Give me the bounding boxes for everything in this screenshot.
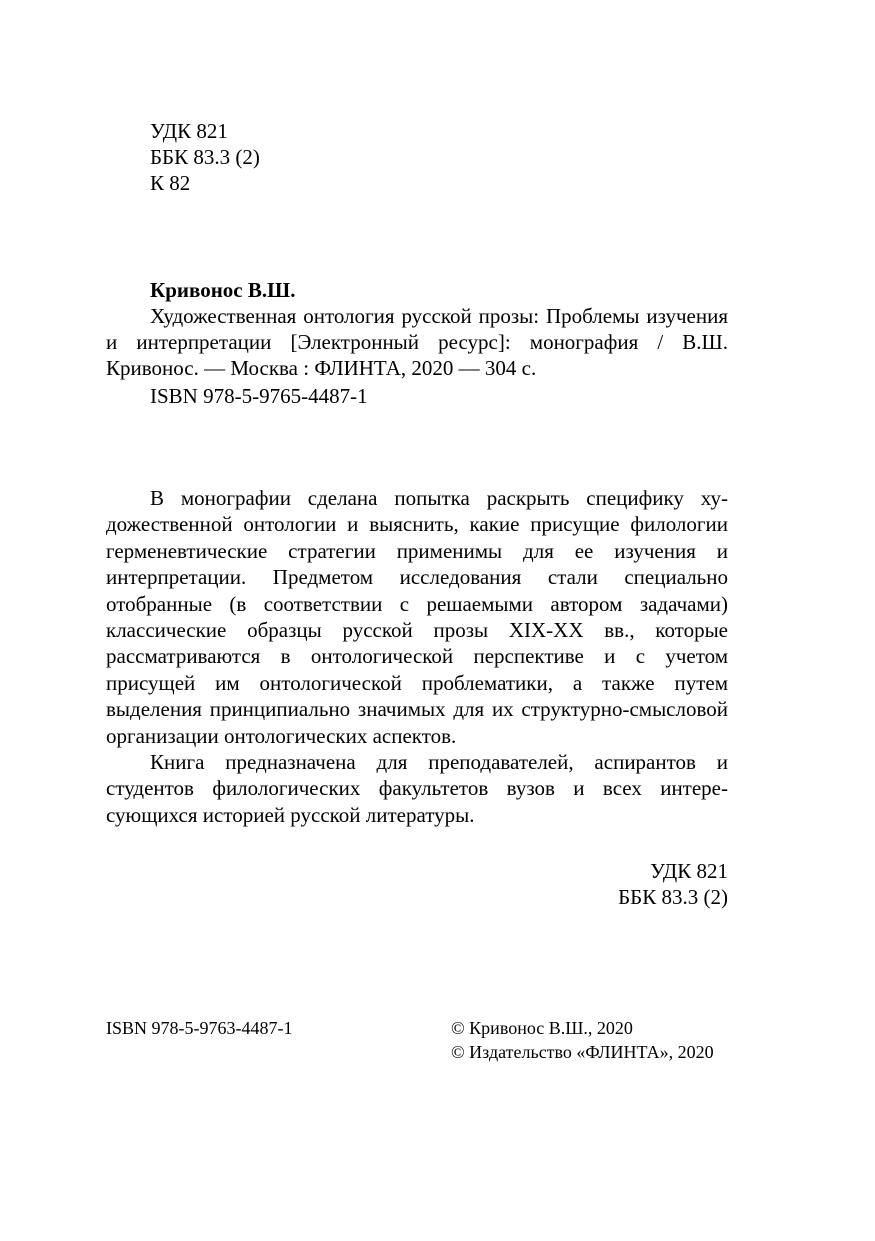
udk-code: УДК 821 (650, 859, 728, 883)
copyright-block (451, 1016, 714, 1064)
udk-code: УДК 821 (150, 119, 228, 143)
classification-codes (150, 118, 260, 196)
isbn: ISBN 978-5-9765-4487-1 (150, 384, 368, 408)
author-mark: К 82 (150, 171, 191, 195)
footer-isbn: ISBN 978-5-9763-4487-1 (106, 1018, 293, 1038)
copyright-publisher: © Издательство «ФЛИНТА», 2020 (451, 1042, 714, 1062)
abstract (106, 485, 728, 828)
abstract-paragraph: Книга предназначена для преподавателей, аспирантов и студентов филологических факультетов вузов и всех интересующихся историей русской литературы. (106, 750, 728, 827)
bibliographic-record (106, 277, 728, 409)
classification-codes-repeat (618, 858, 728, 910)
author-name: Кривонос В.Ш. (150, 278, 296, 302)
bbk-code: ББК 83.3 (2) (150, 145, 260, 169)
abstract-paragraph: В монографии сделана попытка раскрыть специфику художественной онтологии и выяснить, какие присущие филологии герменевтические стратегии применимы для ее изучения и интерпретации. Предметом исследования стали специально отобранные (в соответствии с решаемыми автором задачами) классические образцы русской прозы XIX-XX вв., которые рассматриваются в онтологической перспективе и с учетом присущей им онтологической проблематики, а также путем выделения принципиально значимых для их структурно-смысловой организации онтологических аспектов. (106, 486, 728, 748)
bibliographic-description: Художественная онтология русской прозы: Проблемы изучения и интерпретации [Электронный ресурс]: монография / В.Ш. Кривонос. — Москва : ФЛИНТА, 2020 — 304 с. (106, 304, 728, 380)
bbk-code: ББК 83.3 (2) (618, 885, 728, 909)
copyright-author: © Кривонос В.Ш., 2020 (451, 1018, 633, 1038)
